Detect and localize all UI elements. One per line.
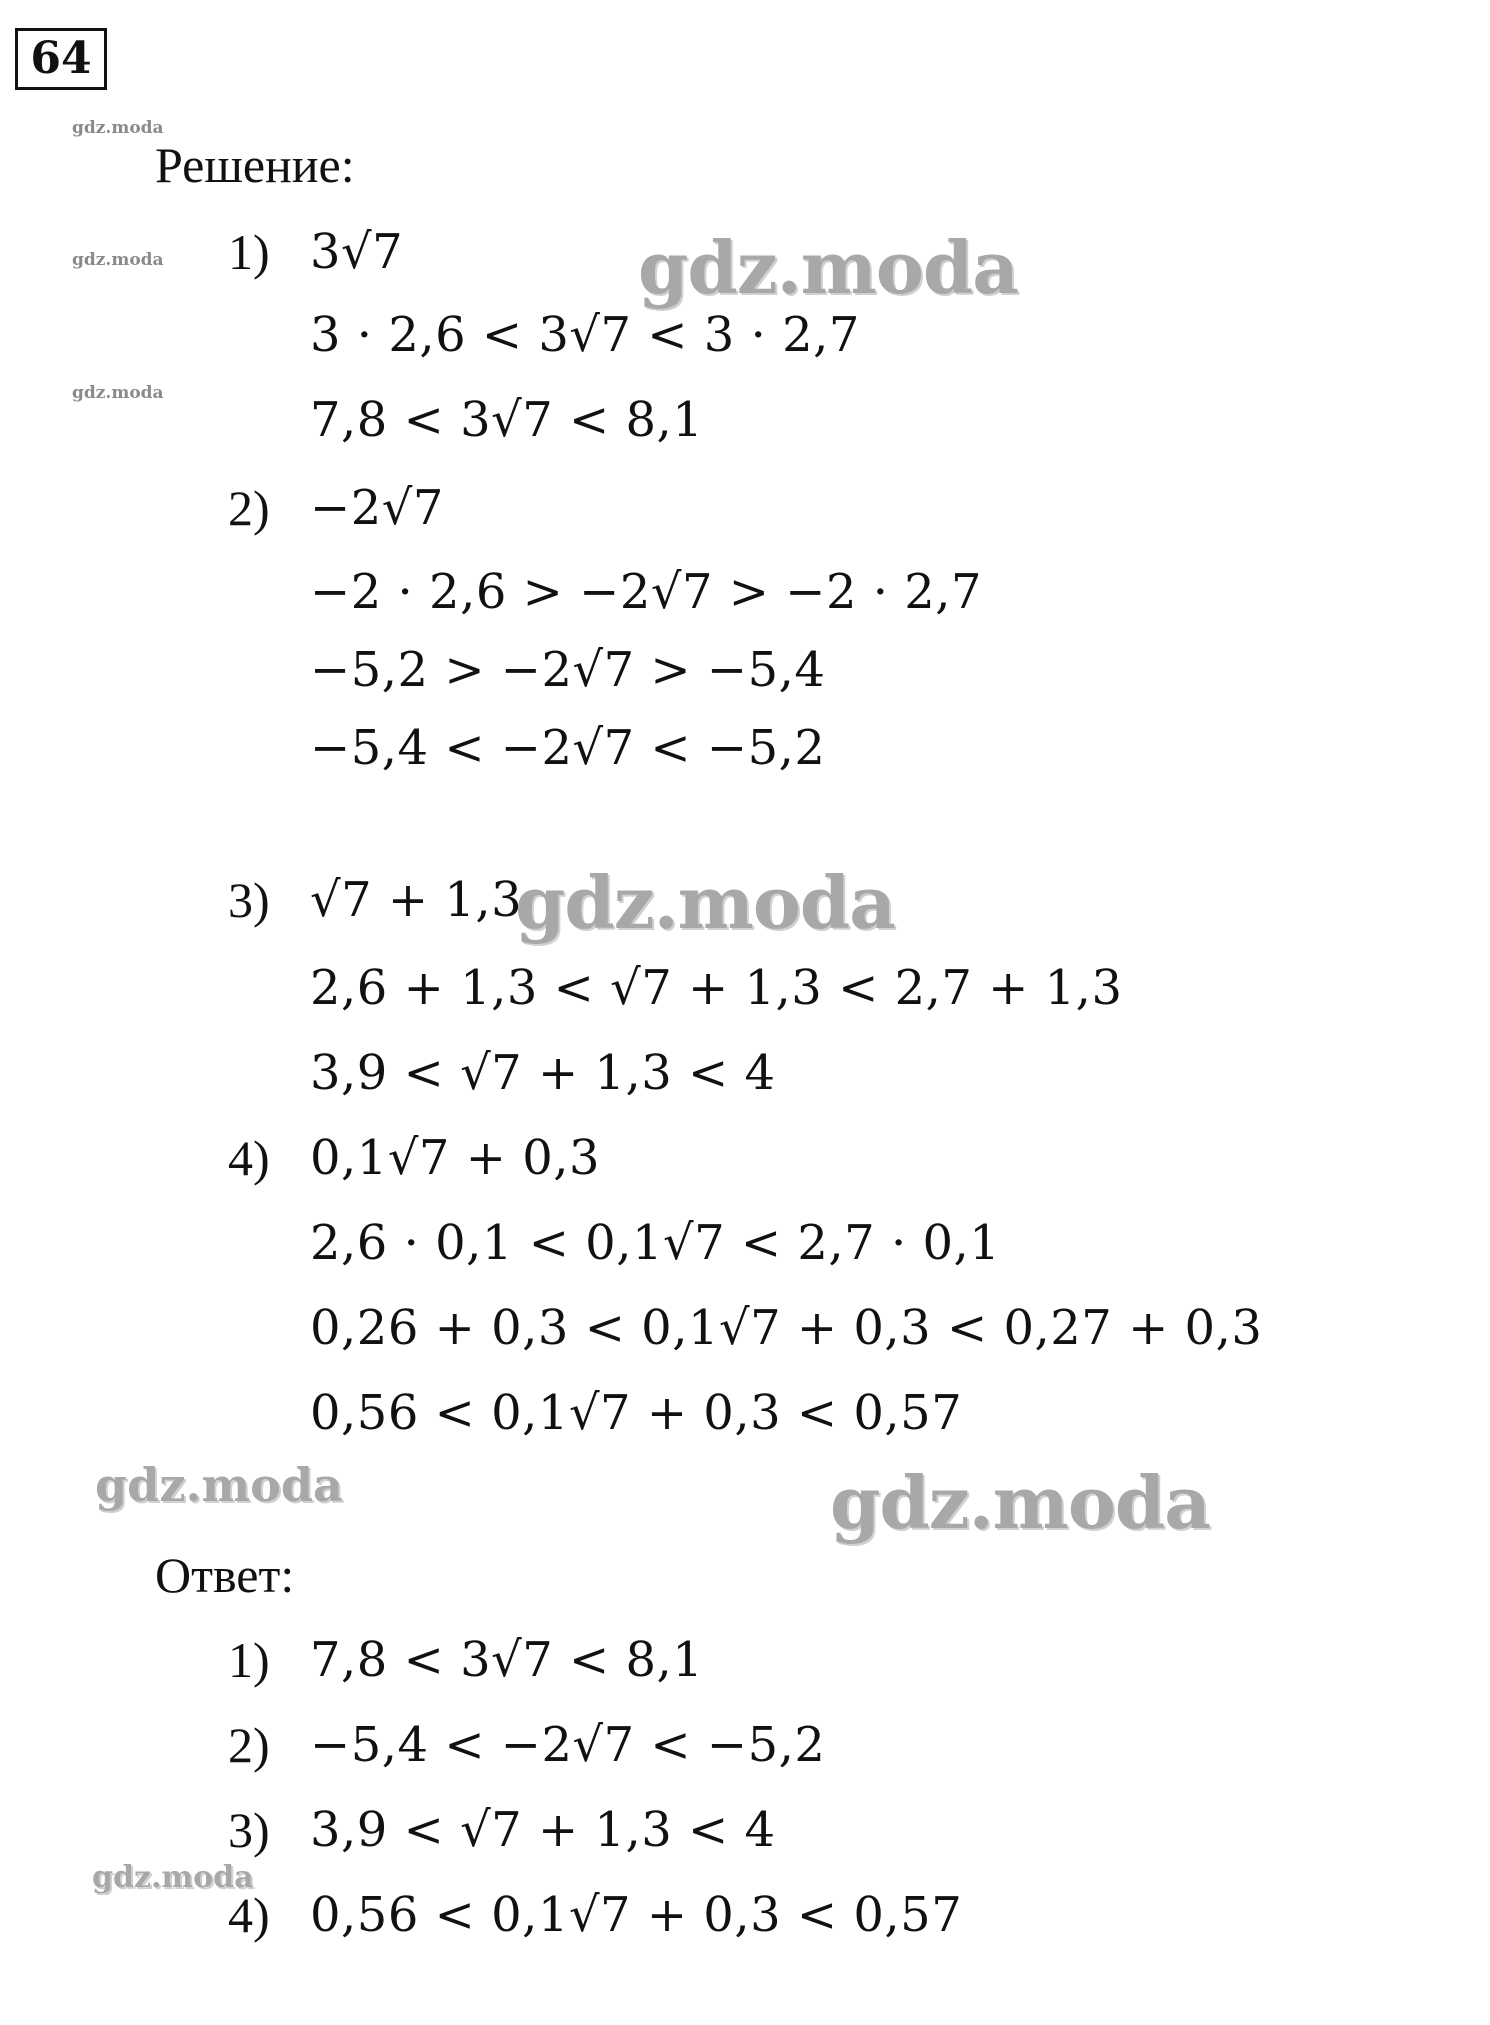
answer-2-text: −5,4 < −2√7 < −5,2: [310, 1717, 826, 1773]
watermark-large-3: gdz.moda: [830, 1460, 1210, 1545]
solution-item-3-line-2: 2,6 + 1,3 < √7 + 1,3 < 2,7 + 1,3: [310, 960, 1123, 1016]
watermark-small-1: gdz.moda: [72, 118, 164, 138]
solution-item-1-line-1: 3√7: [310, 224, 404, 280]
solution-item-1-label: 1): [228, 224, 270, 280]
watermark-small-2: gdz.moda: [72, 250, 164, 270]
watermark-medium-2: gdz.moda: [92, 1860, 254, 1895]
answer-1-label: 1): [228, 1632, 270, 1688]
solution-item-3-line-3: 3,9 < √7 + 1,3 < 4: [310, 1045, 776, 1101]
answer-3-text: 3,9 < √7 + 1,3 < 4: [310, 1802, 776, 1858]
watermark-small-3: gdz.moda: [72, 383, 164, 403]
solution-item-1-line-2: 3 · 2,6 < 3√7 < 3 · 2,7: [310, 307, 860, 363]
answer-3-label: 3): [228, 1802, 270, 1858]
task-number-box: 64: [15, 28, 107, 90]
answer-heading: Ответ:: [155, 1547, 295, 1603]
solution-item-3-label: 3): [228, 872, 270, 928]
solution-item-2-line-1: −2√7: [310, 480, 444, 536]
answer-2-label: 2): [228, 1717, 270, 1773]
solution-heading: Решение:: [155, 137, 355, 193]
answer-4-label: 4): [228, 1887, 270, 1943]
watermark-large-2: gdz.moda: [515, 860, 895, 945]
solution-item-2-label: 2): [228, 480, 270, 536]
watermark-medium-1: gdz.moda: [95, 1458, 343, 1512]
solution-item-4-line-2: 2,6 · 0,1 < 0,1√7 < 2,7 · 0,1: [310, 1215, 1001, 1271]
solution-item-2-line-4: −5,4 < −2√7 < −5,2: [310, 720, 826, 776]
solution-item-3-line-1: √7 + 1,3: [310, 872, 523, 928]
solution-item-2-line-3: −5,2 > −2√7 > −5,4: [310, 642, 826, 698]
solution-item-4-label: 4): [228, 1130, 270, 1186]
answer-4-text: 0,56 < 0,1√7 + 0,3 < 0,57: [310, 1887, 963, 1943]
watermark-large-1: gdz.moda: [638, 225, 1018, 310]
solution-item-1-line-3: 7,8 < 3√7 < 8,1: [310, 392, 704, 448]
solution-item-4-line-1: 0,1√7 + 0,3: [310, 1130, 601, 1186]
solution-item-4-line-3: 0,26 + 0,3 < 0,1√7 + 0,3 < 0,27 + 0,3: [310, 1300, 1263, 1356]
solution-item-2-line-2: −2 · 2,6 > −2√7 > −2 · 2,7: [310, 564, 983, 620]
solution-item-4-line-4: 0,56 < 0,1√7 + 0,3 < 0,57: [310, 1385, 963, 1441]
answer-1-text: 7,8 < 3√7 < 8,1: [310, 1632, 704, 1688]
